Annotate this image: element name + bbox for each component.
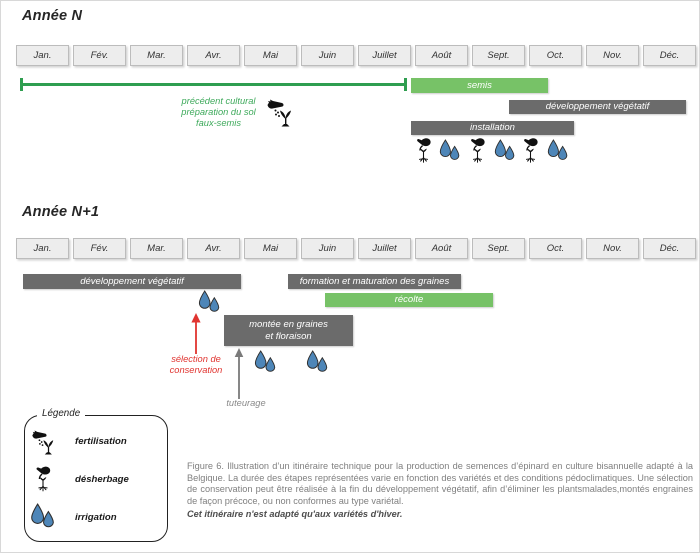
semis-bar [411,78,548,93]
month-cell: Fév. [73,238,126,259]
note-line-2: préparation du sol [181,107,256,117]
months-row-year-n [16,45,696,66]
month-cell: Jan. [16,238,69,259]
installation-label: installation [470,122,515,133]
year-n1-title: Année N+1 [22,204,100,220]
caption-body: Figure 6. Illustration d’un itinéraire technique pour la production de semences d’épinard en culture bisannuelle adapté à la Belgique. La durée des étapes représentées varie en fonction des variétés et des conditions pédoclimatiques. Une sélection de conservation peut être réalisée à la fin du développement végétatif, afin d’éliminer les plantsmalades,montés engraines de façon précoce, ou non conformes au type variétal. [187,461,693,507]
irrigation-icon [253,350,278,376]
month-cell: Oct. [529,45,582,66]
month-cell: Juillet [358,238,411,259]
month-cell: Juillet [358,45,411,66]
months-row-year-n1 [16,238,696,259]
fertilisation-icon [31,429,55,456]
note-line-1: précédent cultural [181,96,256,106]
irrigation-icon [29,503,57,532]
irrigation-icon [438,139,462,164]
month-cell: Juin [301,238,354,259]
month-cell: Nov. [586,238,639,259]
dev-vegetatif-bar-year-n1 [23,274,241,289]
semis-bar-label: semis [467,79,492,91]
month-cell: Mar. [130,45,183,66]
recolte-bar [325,293,493,307]
month-cell: Sept. [472,238,525,259]
desherbage-icon [520,137,541,164]
tuteurage-label: tuteurage [226,398,266,408]
timeline-end-tick [404,78,407,91]
legend-title: Légende [37,408,85,419]
montee-graines-bar [224,315,353,346]
legend-label-irrigation: irrigation [75,512,117,523]
montee-graines-line2: et floraison [265,330,312,342]
irrigation-icon [305,350,330,376]
year-n-title: Année N [22,8,83,24]
timeline-start-tick [20,78,23,91]
month-cell: Avr. [187,238,240,259]
legend-label-desherbage: désherbage [75,474,129,485]
selection-label-line2: conservation [169,365,223,375]
month-cell: Déc. [643,238,696,259]
month-cell: Mar. [130,238,183,259]
selection-arrow-icon [191,313,201,354]
formation-maturation-label: formation et maturation des graines [299,275,450,287]
month-cell: Fév. [73,45,126,66]
selection-label-line1: sélection de [171,354,221,364]
dev-vegetatif-bar-year-n [509,100,686,114]
installation-bar [411,121,574,135]
month-cell: Juin [301,45,354,66]
fertilisation-icon [266,98,293,128]
previous-crop-timeline [21,83,406,86]
irrigation-icon [493,139,517,164]
tuteurage-arrow-icon [234,348,244,399]
desherbage-icon [413,137,434,164]
montee-graines-line1: montée en graines [249,318,328,330]
caption-emphasis: Cet itinéraire n'est adapté qu'aux variétés d'hiver. [187,508,403,519]
month-cell: Jan. [16,45,69,66]
note-line-3: faux-semis [196,118,241,128]
figure-caption [187,461,693,521]
month-cell: Nov. [586,45,639,66]
month-cell: Août [415,238,468,259]
month-cell: Sept. [472,45,525,66]
month-cell: Mai [244,45,297,66]
recolte-label: récolte [394,294,424,305]
month-cell: Oct. [529,238,582,259]
month-cell: Déc. [643,45,696,66]
month-cell: Avr. [187,45,240,66]
irrigation-icon [546,139,570,164]
month-cell: Mai [244,238,297,259]
legend-label-fertilisation: fertilisation [75,436,127,447]
formation-maturation-bar [288,274,461,289]
month-cell: Août [415,45,468,66]
selection-conservation-label [146,354,246,376]
desherbage-icon [33,465,53,493]
desherbage-icon [467,137,488,164]
dev-vegetatif-label: développement végétatif [80,275,184,287]
dev-vegetatif-label: développement végétatif [545,101,650,112]
